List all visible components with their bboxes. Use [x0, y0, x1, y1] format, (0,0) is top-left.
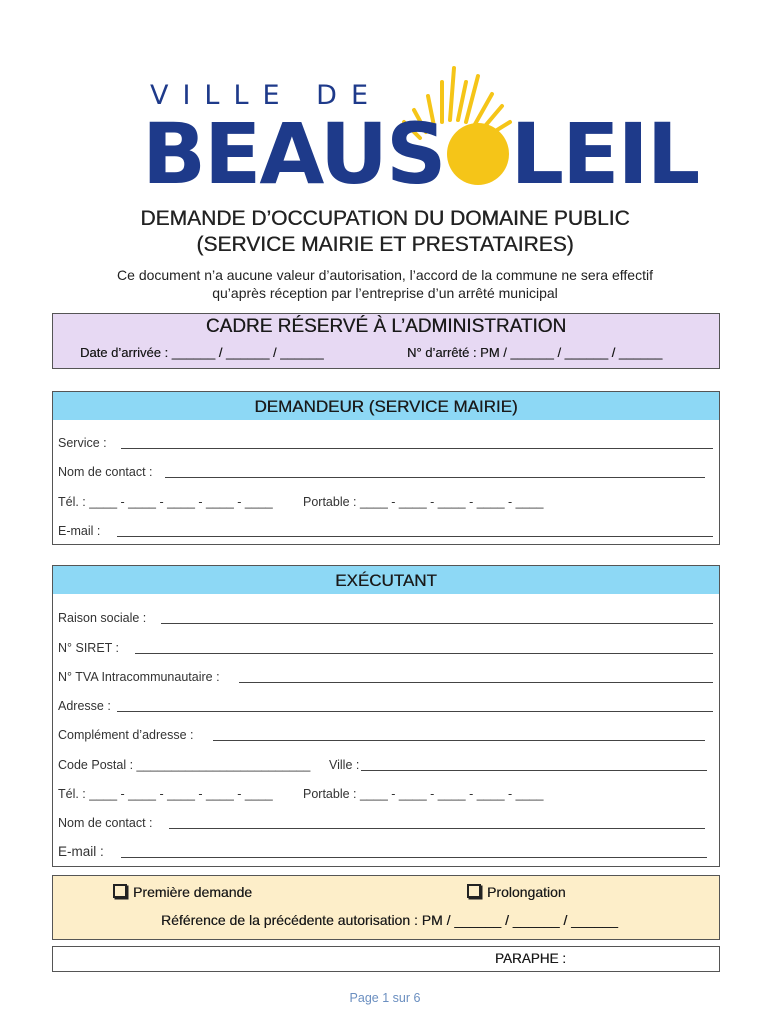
contact-input[interactable] [165, 477, 705, 478]
exec-contact-input[interactable] [169, 828, 705, 829]
tva-label: N° TVA Intracommunautaire : [58, 670, 220, 684]
exec-tel-field[interactable]: Tél. : ____ - ____ - ____ - ____ - ____ [58, 787, 273, 801]
raison-sociale-label: Raison sociale : [58, 611, 147, 625]
demandeur-header: DEMANDEUR (SERVICE MAIRIE) [53, 392, 719, 420]
ville-label: Ville : [329, 758, 360, 772]
admin-title: CADRE RÉSERVÉ À L’ADMINISTRATION [205, 316, 567, 337]
page-number: Page 1 sur 6 [349, 991, 421, 1005]
page-subtitle: (SERVICE MAIRIE ET PRESTATAIRES) [196, 233, 574, 256]
portable-field[interactable]: Portable : ____ - ____ - ____ - ____ - ____ [303, 495, 544, 509]
exec-email-label: E-mail : [58, 844, 104, 859]
service-label: Service : [58, 436, 107, 450]
prolongation-checkbox-icon[interactable] [467, 884, 481, 898]
executant-header: EXÉCUTANT [53, 566, 719, 594]
exec-contact-label: Nom de contact : [58, 816, 153, 830]
email-input[interactable] [117, 536, 713, 537]
siret-input[interactable] [135, 653, 713, 654]
numero-arrete-field[interactable]: N° d’arrêté : PM / ______ / ______ / ______ [407, 345, 663, 360]
tva-input[interactable] [239, 682, 713, 683]
executant-section [52, 565, 720, 867]
notice-line-2: qu’après réception par l’entreprise d’un arrêté municipal [212, 285, 558, 301]
premiere-demande-checkbox-icon[interactable] [113, 884, 127, 898]
prolongation-option[interactable]: Prolongation [467, 884, 566, 900]
reference-autorisation-field[interactable]: Référence de la précédente autorisation : PM / ______ / ______ / ______ [161, 912, 618, 928]
sun-o-icon [447, 123, 509, 185]
date-arrivee-field[interactable]: Date d’arrivée : ______ / ______ / ______ [80, 345, 324, 360]
premiere-demande-option[interactable]: Première demande [113, 884, 252, 900]
logo-ville-de: VILLE DE [150, 80, 383, 111]
adresse-label: Adresse : [58, 699, 111, 713]
admin-section [52, 313, 720, 369]
raison-sociale-input[interactable] [161, 623, 713, 624]
complement-input[interactable] [213, 740, 705, 741]
complement-label: Complément d’adresse : [58, 728, 194, 742]
tel-field[interactable]: Tél. : ____ - ____ - ____ - ____ - ____ [58, 495, 273, 509]
exec-email-input[interactable] [121, 857, 707, 858]
contact-label: Nom de contact : [58, 465, 153, 479]
email-label: E-mail : [58, 524, 101, 538]
logo-beausoleil: BEAUS LEIL [142, 105, 699, 203]
paraphe-label: PARAPHE : [495, 951, 567, 966]
siret-label: N° SIRET : [58, 641, 120, 655]
paraphe-section [52, 946, 720, 972]
demande-type-section [52, 875, 720, 940]
service-input[interactable] [121, 448, 713, 449]
exec-portable-field[interactable]: Portable : ____ - ____ - ____ - ____ - ____ [303, 787, 544, 801]
demandeur-section [52, 391, 720, 545]
page-title: DEMANDE D’OCCUPATION DU DOMAINE PUBLIC [140, 207, 630, 230]
code-postal-field[interactable]: Code Postal : _________________________ [58, 758, 311, 772]
notice-line-1: Ce document n’a aucune valeur d’autorisation, l’accord de la commune ne sera effectif [117, 267, 653, 283]
adresse-input[interactable] [117, 711, 713, 712]
ville-input[interactable] [361, 770, 707, 771]
